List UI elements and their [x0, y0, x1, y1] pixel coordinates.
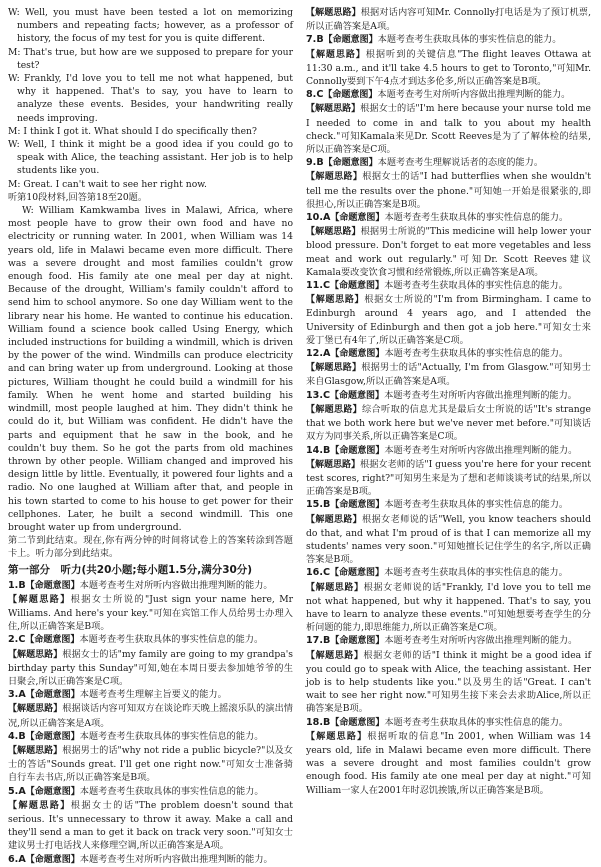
- reasoning-label: 【解题思路】: [8, 704, 63, 715]
- intent-label: 【命题意图】: [330, 213, 385, 224]
- intent-label: 【命题意图】: [25, 786, 80, 797]
- transcript-line: W: Well, you must have been tested a lot on memorizing numbers and repeating facts; however, as a professor of history, the focus of my test for you is quite different.: [8, 7, 293, 45]
- answer-number: 8.C: [306, 89, 324, 101]
- reasoning-label: 【解题思路】: [8, 745, 63, 756]
- intent-label: 【命题意图】: [330, 636, 385, 647]
- intent-label: 【命题意图】: [25, 854, 80, 865]
- reasoning-text: 根据女老师说的话"Frankly, I'd love you to tell me not what happened, but why it happened. That's to say, you have to learn to analyze these events."可知她想要考查学生的分析问题的能力,即思维能力,所以正确答案是C项。: [306, 581, 591, 634]
- answer-number: 17.B: [306, 635, 331, 647]
- answer-item: [306, 279, 591, 347]
- answer-number: 15.B: [306, 499, 331, 511]
- reasoning-label: 【解题思路】: [306, 49, 366, 60]
- intent-label: 【命题意图】: [25, 690, 80, 701]
- transcript-line: W: Frankly, I'd love you to tell me not what happened, but why it happened. That's to say, you have to learn to analyze these events. Besides, your handwriting really needs improving.: [8, 73, 293, 124]
- answer-item: [8, 688, 293, 730]
- answer-number: 16.C: [306, 567, 331, 579]
- intent-text: 本题考查考生获取具体的事实性信息的能力。: [79, 634, 264, 646]
- reasoning-text: 根据对话内容可知Mr. Connolly打电话是为了预订机票,所以正确答案是A项。: [306, 7, 591, 33]
- answer-number: 18.B: [306, 716, 331, 728]
- transcript-line: M: That's true, but how are we supposed to prepare for your test?: [8, 46, 293, 71]
- answer-number: 14.B: [306, 444, 331, 456]
- passage-text: W: William Kamkwamba lives in Malawi, Africa, where most people have to grow their own food and have no electricity or running water. In 2001, when William was 14 years old, life in Malawi became even more difficult. There was a severe drought and most families couldn't grow enough food. His family ate one meal per day at night. Because of the drought, William's family couldn't afford to send him to school anymore. So one day William went to the library near his home. He wanted to continue his education. William found a science book called Using Energy, which included instructions for building a windmill, which is driven by the power of the wind. Windmills can produce electricity and can bring water up from underground. Looking at those pictures, William thought he could build a windmill for his family. When he went home and started building his windmill, most people laughed at him. They didn't think he could do it, but William was confident. He didn't have the parts and equipment that he saw in the book, and he couldn't buy them. So he got the parts from old machines thrown by other people. William changed and improved his design little by little. Eventually, it powered four lights and a radio. No one laughed at William after that, and people in his town started to come to his house to get power for their cellphones. Later, he built a second windmill. This one brought water up from underground.: [8, 205, 293, 533]
- answer-item: [306, 6, 591, 33]
- reasoning-label: 【解题思路】: [306, 459, 361, 470]
- reasoning-text: 根据女士的话"my family are going to my grandpa's birthday party this Sunday"可知,她在本周日要去参加她爷爷的生日聚会,所以正确答案是C项。: [8, 648, 293, 687]
- transcript-line: M: I think I got it. What should I do specifically then?: [8, 125, 257, 137]
- reasoning-text: 根据男士的话"why not ride a public bicycle?"以及女士的答话"Sounds great. I'll get one right now."可知女士准备骑自行车去书店,所以正确答案是B项。: [8, 744, 293, 784]
- intent-label: 【命题意图】: [330, 349, 385, 360]
- reasoning-label: 【解题思路】: [8, 649, 63, 660]
- reasoning-text: 根据女士所说的"Just sign your name here, Mr Williams. And here's your key."可知在宾馆工作人员给男士办理入住,所以正确答案是B项。: [8, 593, 293, 633]
- intent-text: 本题考查考生对所听内容做出推理判断的能力。: [377, 89, 571, 101]
- intent-label: 【命题意图】: [323, 35, 378, 46]
- reasoning-text: 根据女老师说的话"Well, you know teachers should do that, and what I'm proud of is that I can memorize all my students' names very soon."可知她擅长记住学生的名字,所以正确答案是B项。: [306, 513, 591, 566]
- answer-item: [8, 579, 293, 634]
- answer-item: [306, 389, 591, 444]
- intent-text: 本题考查考生获取具体的事实性信息的能力。: [377, 34, 562, 46]
- answer-item: [8, 785, 293, 853]
- reasoning-label: 【解题思路】: [306, 172, 363, 183]
- answer-list-left: [8, 579, 293, 867]
- answer-number: 1.B: [8, 579, 26, 591]
- reasoning-label: 【解题思路】: [306, 363, 362, 374]
- transcript-line: W: Well, I think it might be a good idea if you could go to speak with Alice, the teaching assistant. Her job is to help students like you.: [8, 139, 293, 177]
- answer-number: 13.C: [306, 389, 331, 401]
- transcript: [8, 6, 293, 561]
- answer-number: 10.A: [306, 212, 331, 224]
- answer-number: 12.A: [306, 348, 331, 360]
- transcript-line: M: Great. I can't wait to see her right now.: [8, 178, 207, 190]
- reasoning-label: 【解题思路】: [306, 650, 364, 661]
- intent-text: 本题考查考生对所听内容做出推理判断的能力。: [384, 635, 578, 647]
- reasoning-text: 根据女士的话"I'm here because your nurse told me I needed to come in and talk to you about my health check."可知Kamala来见Dr. Scott Reeves是为了了解体检的结果,所以正确答案是C项。: [306, 103, 591, 156]
- reasoning-text: 根据听到的关键信息"The flight leaves Ottawa at 11:30 a.m., and it'll take 4.5 hours to get to Toronto,"可知Mr. Connolly要到下午4点才到达多伦多,所以正确答案是B项。: [306, 48, 591, 88]
- right-column: [306, 6, 591, 797]
- reasoning-text: 根据男士所说的"This medicine will help lower your blood pressure. Don't forget to eat more vegetables and less meat and work out regularly."可知Dr. Scott Reeves建议Kamala要改变饮食习惯和经常锻炼,所以正确答案是A项。: [306, 226, 591, 278]
- intent-text: 本题考查考生理解说话者的态度的能力。: [377, 157, 544, 169]
- intent-text: 本题考查考生获取具体的事实性信息的能力。: [79, 785, 264, 797]
- answer-number: 2.C: [8, 634, 26, 646]
- intent-label: 【命题意图】: [330, 568, 385, 579]
- intent-text: 本题考查考生对所听内容做出推理判断的能力。: [384, 444, 578, 456]
- intent-label: 【命题意图】: [323, 158, 378, 169]
- answer-item: [306, 716, 591, 797]
- intent-text: 本题考查考生获取具体的事实性信息的能力。: [384, 716, 569, 728]
- answer-number: 5.A: [8, 785, 26, 797]
- intent-label: 【命题意图】: [25, 580, 80, 591]
- answer-list-right: [306, 6, 591, 797]
- intent-text: 本题考查考生获取具体的事实性信息的能力。: [384, 212, 569, 224]
- reasoning-label: 【解题思路】: [306, 8, 361, 18]
- section-note: 听第10段材料,回答第18至20题。: [8, 191, 148, 203]
- reasoning-text: 根据女士所说的"I'm from Birmingham. I came to Edinburgh around 4 years ago, and I attended the University of Edinburgh and then got a job here."可知女士来爱丁堡已有4年了,所以正确答案是C项。: [306, 294, 591, 346]
- intent-text: 本题考查考生获取具体的事实性信息的能力。: [384, 348, 569, 360]
- answer-item: [306, 566, 591, 634]
- answer-item: [306, 498, 591, 566]
- intent-text: 本题考查考生对所听内容做出推理判断的能力。: [384, 389, 577, 401]
- reasoning-text: 综合听取的信息尤其是最后女士所说的话"It's strange that we both work here but we've never met before."可知谈话双方为同事关系,所以正确答案是C项。: [306, 403, 591, 443]
- answer-item: [8, 853, 293, 867]
- intent-label: 【命题意图】: [330, 500, 385, 511]
- section-title: 第一部分 听力(共20小题;每小题1.5分,满分30分): [8, 563, 253, 576]
- intent-label: 【命题意图】: [330, 717, 385, 728]
- answer-item: [306, 156, 591, 211]
- answer-item: [306, 33, 591, 88]
- reasoning-label: 【解题思路】: [306, 104, 361, 115]
- intent-label: 【命题意图】: [25, 635, 80, 646]
- answer-number: 9.B: [306, 157, 324, 169]
- reasoning-label: 【解题思路】: [8, 594, 71, 605]
- intent-label: 【命题意图】: [330, 281, 385, 292]
- answer-item: [306, 88, 591, 156]
- intent-text: 本题考查考生获取具体的事实性信息的能力。: [79, 730, 264, 742]
- reasoning-text: 根据女老师的话"I think it might be a good idea if you could go to speak with Alice, the teaching assistant. Her job is to help students like you."以及男生的话"Great. I can't wait to see her right now."可知男生接下来会去求助Alice,所以正确答案是B项。: [306, 649, 591, 715]
- reasoning-label: 【解题思路】: [306, 582, 364, 593]
- answer-item: [306, 634, 591, 715]
- intent-text: 本题考查考生对所听内容做出推理判断的能力。: [79, 579, 273, 591]
- intent-text: 本题考查考生获取具体的事实性信息的能力。: [384, 499, 569, 511]
- reasoning-label: 【解题思路】: [306, 227, 361, 238]
- section-note: 第二节到此结束。现在,你有两分钟的时间将试卷上的答案转涂到答题卡上。听力部分到此结束。: [8, 535, 293, 560]
- intent-text: 本题考查考生获取具体的事实性信息的能力。: [384, 280, 568, 292]
- left-column: [8, 6, 293, 867]
- intent-label: 【命题意图】: [330, 445, 385, 456]
- reasoning-text: 根据女士的话"I had butterflies when she wouldn't tell me the results over the phone."可知她一开始是很紧张的,即很担心,所以正确答案是B项。: [306, 171, 591, 210]
- answer-item: [306, 444, 591, 499]
- intent-text: 本题考查考生获取具体的事实性信息的能力。: [384, 567, 568, 579]
- reasoning-text: 根据女老师的话"I guess you're here for your recent test scores, right?"可知男生来是为了想和老师谈谈考试的结果,所以正确答案是B项。: [306, 458, 591, 498]
- reasoning-text: 根据女士的话"The problem doesn't sound that serious. It's unnecessary to throw it away. Make a call and they'll send a man to get it back on track very soon."可知女士建议男士打电话找人来修理空调,所以正确答案是A项。: [8, 799, 293, 852]
- answer-number: 11.C: [306, 280, 331, 292]
- reasoning-text: 根据听取的信息"In 2001, when William was 14 years old, life in Malawi became even more difficult. There was a severe drought and most families couldn't grow enough food. His family ate one meal per day at night."可知William一家人在2001年时忍饥挨饿,所以正确答案是B项。: [306, 730, 591, 796]
- reasoning-label: 【解题思路】: [306, 404, 363, 415]
- answer-item: [8, 633, 293, 688]
- reasoning-label: 【解题思路】: [306, 731, 368, 742]
- answer-item: [306, 347, 591, 389]
- reasoning-text: 根据谈话内容可知双方在谈论昨天晚上摇滚乐队的演出情况,所以正确答案是A项。: [8, 703, 293, 729]
- reasoning-label: 【解题思路】: [8, 800, 71, 811]
- intent-label: 【命题意图】: [25, 731, 80, 742]
- answer-number: 6.A: [8, 853, 26, 865]
- reasoning-label: 【解题思路】: [306, 295, 365, 306]
- answer-item: [8, 730, 293, 785]
- intent-label: 【命题意图】: [323, 90, 378, 101]
- answer-item: [306, 211, 591, 279]
- intent-text: 本题考查考生理解主旨要义的能力。: [79, 689, 227, 701]
- reasoning-label: 【解题思路】: [306, 514, 363, 525]
- reasoning-text: 根据男士的话"Actually, I'm from Glasgow."可知男士来自Glasgow,所以正确答案是A项。: [306, 362, 591, 388]
- answer-number: 4.B: [8, 730, 26, 742]
- answer-number: 7.B: [306, 34, 324, 46]
- answer-number: 3.A: [8, 689, 26, 701]
- intent-text: 本题考查考生对所听内容做出推理判断的能力。: [79, 853, 273, 865]
- intent-label: 【命题意图】: [330, 390, 385, 401]
